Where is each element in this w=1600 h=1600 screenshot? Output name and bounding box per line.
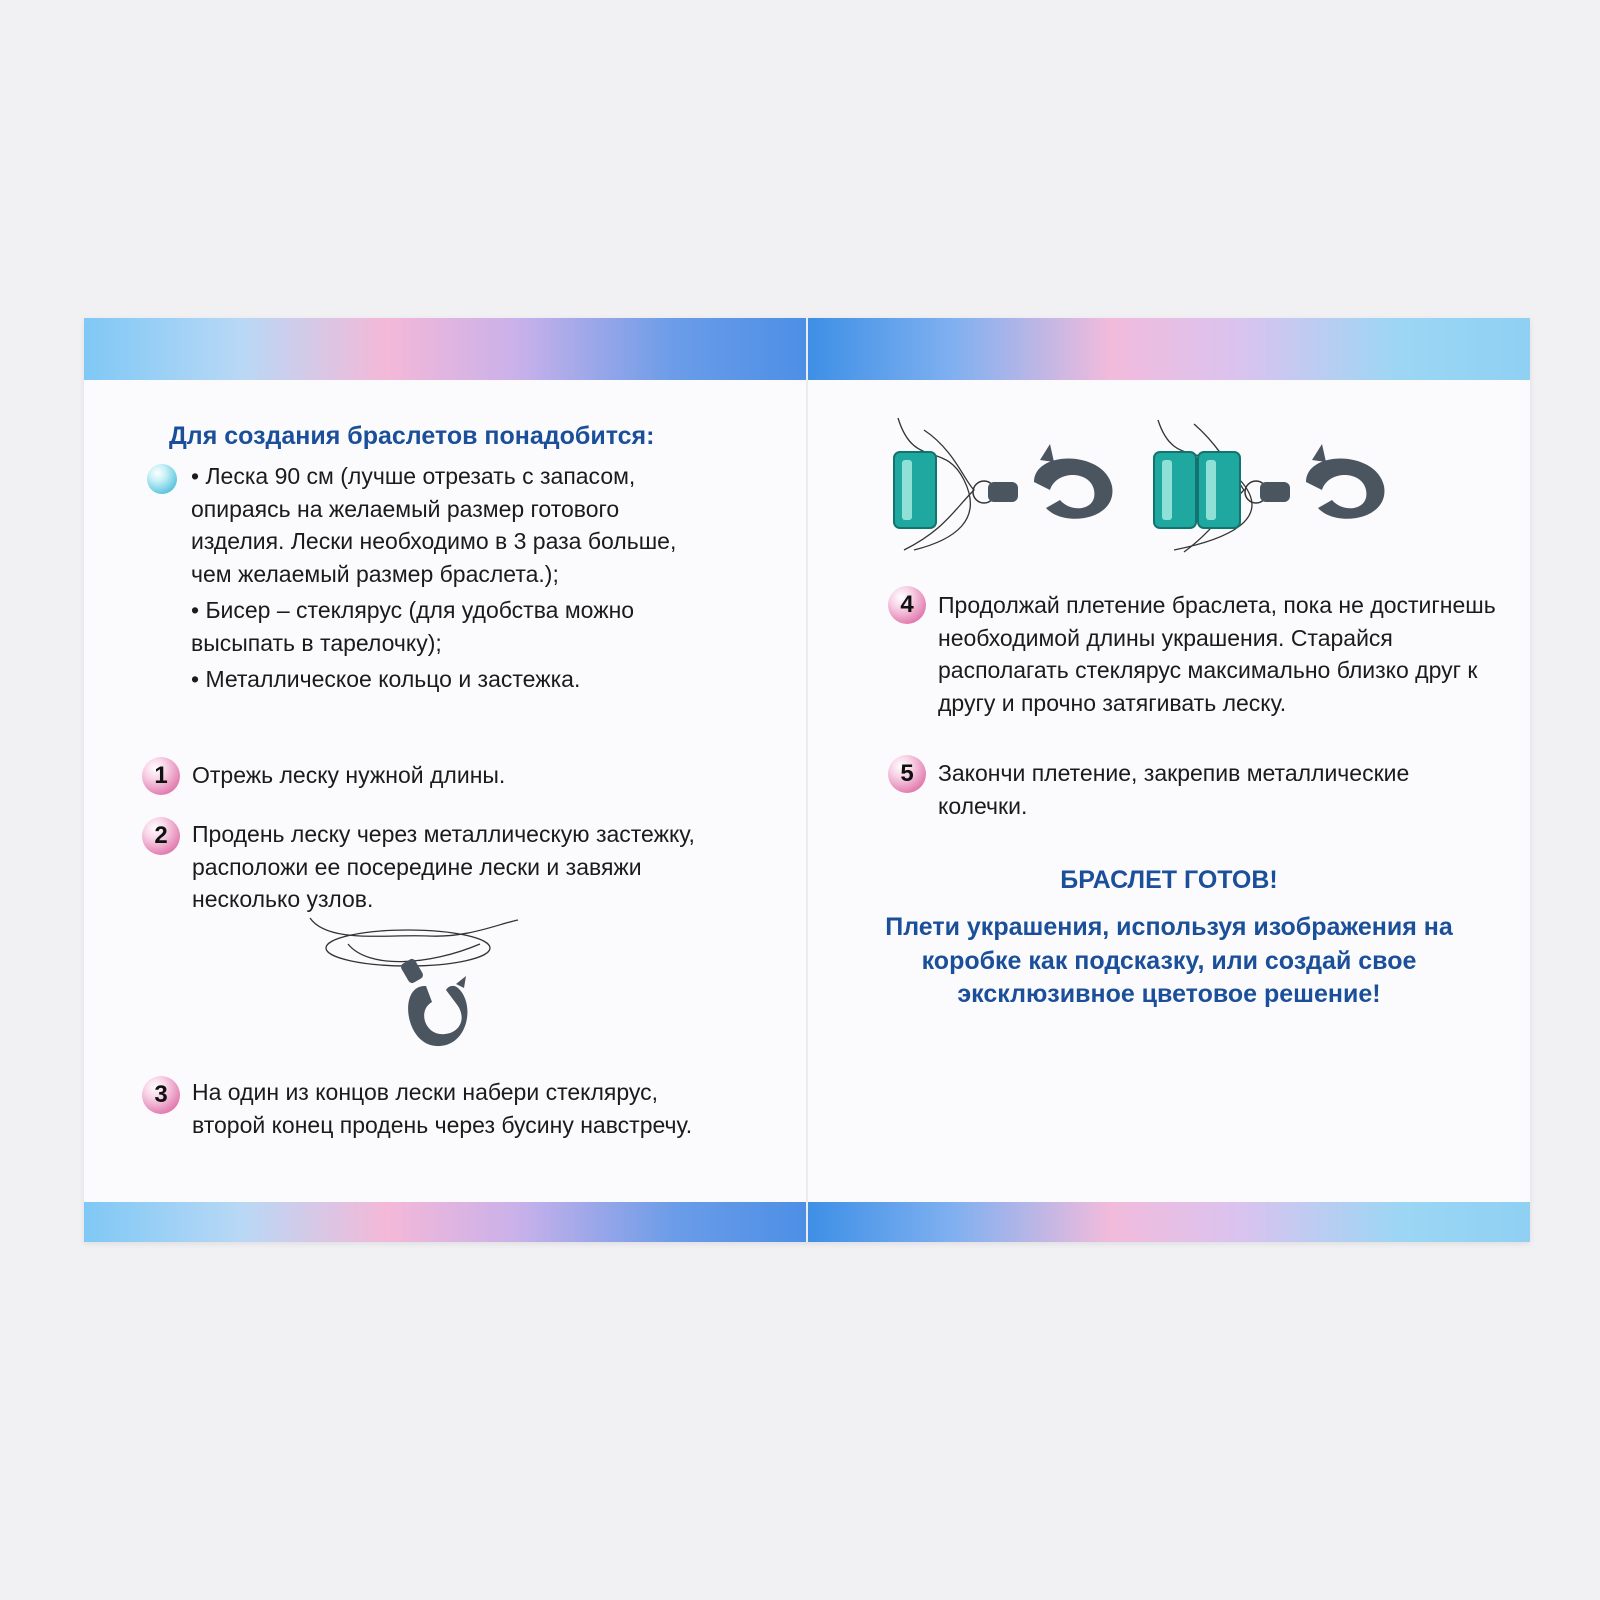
bottom-gradient-band-left bbox=[84, 1202, 806, 1242]
closing-message: Плети украшения, используя изображения на коробке как подсказку, или создай свое эксклюзивное цветовое решение! bbox=[885, 913, 1453, 1008]
step-3-text: На один из концов лески набери стеклярус, второй конец продень через бусину навстречу. bbox=[192, 1079, 693, 1138]
step-1-text: Отрежь леску нужной длины. bbox=[192, 762, 506, 788]
instruction-sheet bbox=[84, 318, 1530, 1242]
step-number-badge: 4 bbox=[888, 586, 926, 624]
step-number-badge: 2 bbox=[142, 817, 180, 855]
materials-heading: Для создания браслетов понадобится: bbox=[169, 422, 655, 450]
bottom-gradient-band-right bbox=[808, 1202, 1530, 1242]
material-item: • Металлическое кольцо и застежка. bbox=[191, 666, 581, 692]
step-number-badge: 1 bbox=[142, 757, 180, 795]
materials-list bbox=[191, 460, 711, 700]
step-number-badge: 5 bbox=[888, 755, 926, 793]
step-number-badge: 3 bbox=[142, 1076, 180, 1114]
bracelet-ready-title: БРАСЛЕТ ГОТОВ! bbox=[1060, 866, 1278, 894]
page-fold bbox=[806, 318, 808, 1242]
clasp-knot-illustration bbox=[308, 914, 528, 1064]
material-item: • Леска 90 см (лучше отрезать с запасом, опираясь на желаемый размер готового изделия. Лески необходимо в 3 раза больше, чем желаемый размер браслета.); bbox=[191, 463, 677, 587]
beading-illustration-one-bead bbox=[884, 410, 1124, 560]
step-5-text: Закончи плетение, закрепив металлические колечки. bbox=[938, 760, 1410, 819]
beading-illustration-two-beads bbox=[1144, 410, 1404, 560]
bead-bullet-icon bbox=[147, 464, 177, 494]
top-gradient-band-right bbox=[808, 318, 1530, 380]
top-gradient-band-left bbox=[84, 318, 806, 380]
step-2-text: Продень леску через металлическую застежку, расположи ее посередине лески и завяжи несколько узлов. bbox=[192, 821, 695, 912]
step-4-text: Продолжай плетение браслета, пока не достигнешь необходимой длины украшения. Старайся располагать стеклярус максимально близко друг к другу и прочно затягивать леску. bbox=[938, 592, 1496, 716]
material-item: • Бисер – стеклярус (для удобства можно высыпать в тарелочку); bbox=[191, 597, 635, 656]
